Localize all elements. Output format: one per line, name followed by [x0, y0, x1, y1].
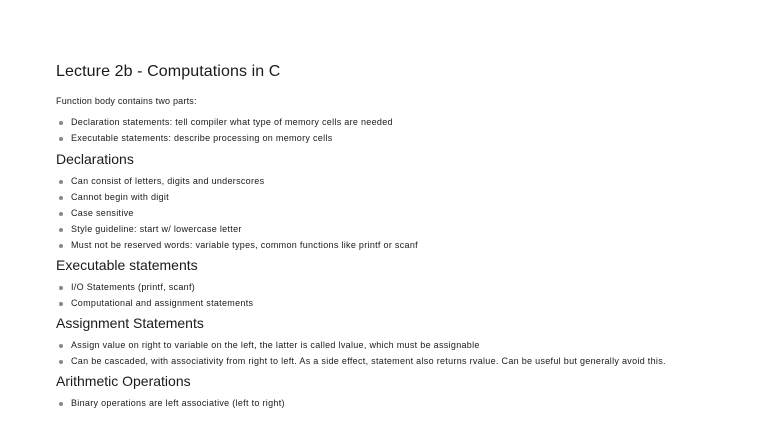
bullet-icon — [59, 244, 63, 248]
section-heading: Arithmetic Operations — [56, 373, 191, 389]
list-item: Declaration statements: tell compiler what type of memory cells are needed — [56, 117, 756, 128]
list-item: Binary operations are left associative (left to right) — [56, 398, 756, 409]
intro-list — [56, 117, 756, 144]
bullet-icon — [59, 180, 63, 184]
list-item: Computational and assignment statements — [56, 298, 756, 309]
section-executable-statements — [56, 256, 756, 309]
bullet-icon — [59, 360, 63, 364]
bullet-icon — [59, 402, 63, 406]
bullet-icon — [59, 137, 63, 141]
list-item: Can consist of letters, digits and underscores — [56, 176, 756, 187]
section-list — [56, 176, 756, 251]
section-heading: Assignment Statements — [56, 315, 204, 331]
section-list — [56, 282, 756, 309]
bullet-icon — [59, 121, 63, 125]
bullet-icon — [59, 228, 63, 232]
bullet-icon — [59, 196, 63, 200]
section-declarations — [56, 150, 756, 251]
bullet-icon — [59, 344, 63, 348]
bullet-icon — [59, 212, 63, 216]
section-assignment-statements — [56, 314, 756, 367]
section-list — [56, 340, 756, 367]
list-item: Can be cascaded, with associativity from right to left. As a side effect, statement also returns rvalue. Can be useful but generally avoid this. — [56, 356, 756, 367]
document-page — [56, 62, 756, 414]
section-heading: Declarations — [56, 151, 134, 167]
bullet-icon — [59, 302, 63, 306]
list-item: Cannot begin with digit — [56, 192, 756, 203]
page-title: Lecture 2b - Computations in C — [56, 63, 281, 80]
list-item: I/O Statements (printf, scanf) — [56, 282, 756, 293]
list-item: Assign value on right to variable on the left, the latter is called lvalue, which must be assignable — [56, 340, 756, 351]
list-item: Style guideline: start w/ lowercase letter — [56, 224, 756, 235]
list-item: Case sensitive — [56, 208, 756, 219]
section-list — [56, 398, 756, 409]
list-item: Must not be reserved words: variable types, common functions like printf or scanf — [56, 240, 756, 251]
intro-text: Function body contains two parts: — [56, 96, 197, 106]
list-item: Executable statements: describe processing on memory cells — [56, 133, 756, 144]
section-arithmetic-operations — [56, 372, 756, 409]
section-heading: Executable statements — [56, 257, 198, 273]
bullet-icon — [59, 286, 63, 290]
